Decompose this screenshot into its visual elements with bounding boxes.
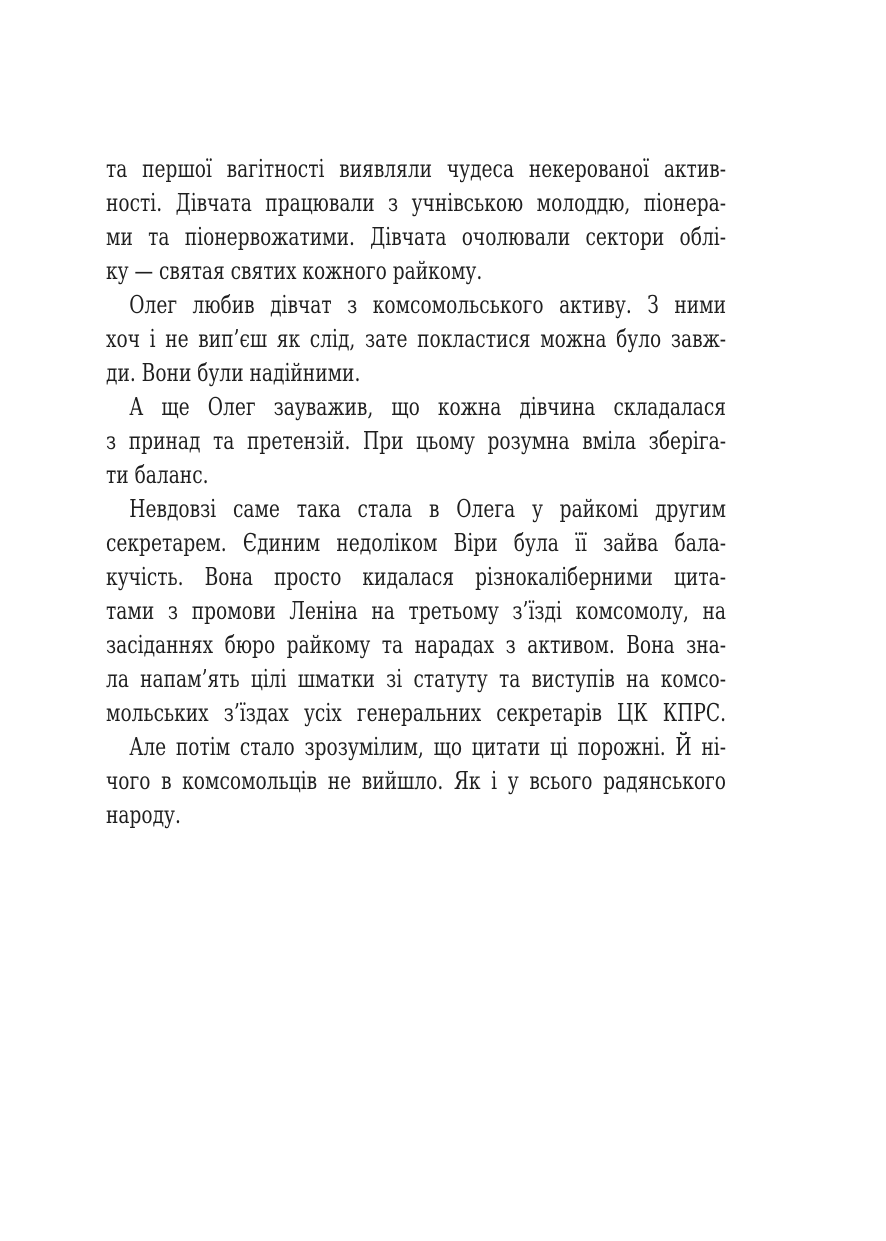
text-line: ти баланс.: [106, 461, 209, 489]
text-line: Але потім стало зрозумілим, що цитати ці порожні. Й ні-: [129, 733, 726, 761]
text-line: засіданнях бюро райкому та нарадах з активом. Вона зна-: [106, 631, 726, 659]
text-line: А ще Олег зауважив, що кожна дівчина складалася: [129, 393, 726, 421]
paragraph: [106, 152, 726, 288]
text-line: та першої вагітності виявляли чудеса некерованої актив-: [106, 155, 726, 183]
text-line: чого в комсомольців не вийшло. Як і у всього радянського: [106, 767, 726, 795]
text-line: Олег любив дівчат з комсомольського активу. З ними: [129, 291, 726, 319]
text-line: секретарем. Єдиним недоліком Віри була її зайва бала-: [106, 529, 726, 557]
paragraph: [106, 288, 726, 390]
text-line: Невдовзі саме така стала в Олега у райкомі другим: [129, 495, 726, 523]
text-line: ності. Дівчата працювали з учнівською молоддю, піонера-: [106, 189, 726, 217]
text-line: народу.: [106, 801, 181, 829]
text-line: з принад та претензій. При цьому розумна вміла зберіга-: [106, 427, 726, 455]
paragraph: [106, 390, 726, 492]
text-line: мольських з’їздах усіх генеральних секретарів ЦК КПРС.: [106, 699, 726, 727]
text-line: тами з промови Леніна на третьому з’їзді комсомолу, на: [106, 597, 726, 625]
text-line: кучість. Вона просто кидалася різнокаліберними цита-: [106, 563, 726, 591]
text-line: ди. Вони були надійними.: [106, 359, 361, 387]
text-column: [106, 152, 726, 832]
text-line: ла напам’ять цілі шматки зі статуту та виступів на комсо-: [106, 665, 726, 693]
paragraph: [106, 730, 726, 832]
paragraph: [106, 492, 726, 730]
text-line: хоч і не вип’єш як слід, зате покластися можна було завж-: [106, 325, 726, 353]
text-line: ку — святая святих кожного райкому.: [106, 257, 483, 285]
text-line: ми та піонервожатими. Дівчата очолювали сектори облі-: [106, 223, 726, 251]
